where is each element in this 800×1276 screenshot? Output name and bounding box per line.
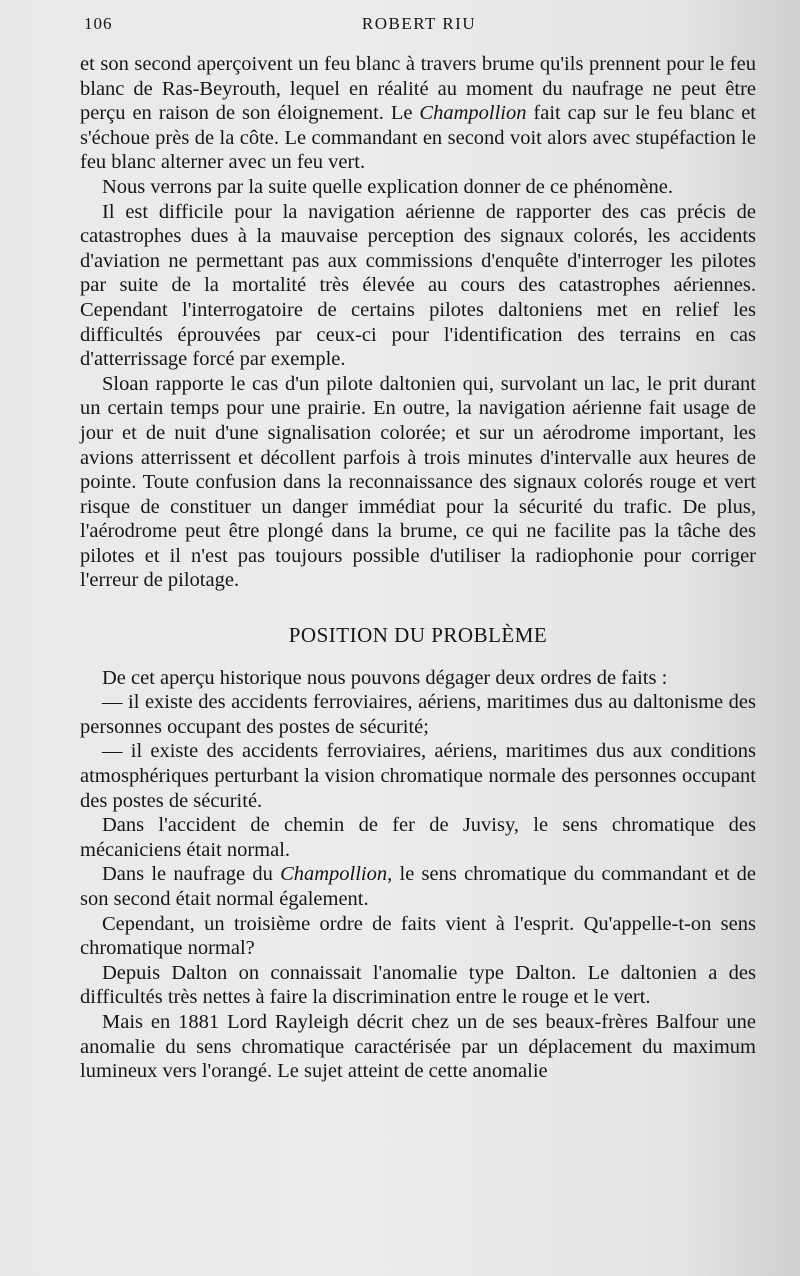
ship-name: Champollion xyxy=(280,863,388,886)
page-header xyxy=(84,14,754,38)
ship-name: Champollion xyxy=(419,102,527,125)
paragraph: Sloan rapporte le cas d'un pilote daltonien qui, survolant un lac, le prit durant un certain temps pour une prairie. En outre, la navigation aérienne fait usage de jour et de nuit d'une signalisation colorée; et sur un aérodrome important, les avions atterrissent et décollent parfois à trois minutes d'intervalle aux heures de pointe. Toute confusion dans la reconnaissance des signaux colorés rouge et vert risque de constituer un danger immédiat pour la sécurité du trafic. De plus, l'aérodrome peut être plongé dans la brume, ce qui ne facilite pas la tâche des pilotes et il n'est pas toujours possible d'utiliser la radiophonie pour corriger l'erreur de pilotage. xyxy=(80,372,756,592)
paragraph: Nous verrons par la suite quelle explication donner de ce phénomène. xyxy=(102,175,673,198)
page-number: 106 xyxy=(84,14,113,33)
paragraph: Dans l'accident de chemin de fer de Juvisy, le sens chromatique des mécaniciens était normal. xyxy=(80,814,756,861)
section-heading: POSITION DU PROBLÈME xyxy=(288,623,548,648)
list-item: — il existe des accidents ferroviaires, aériens, maritimes dus au daltonisme des personnes occupant des postes de sécurité; xyxy=(80,691,756,738)
list-item: — il existe des accidents ferroviaires, aériens, maritimes dus aux conditions atmosphériques perturbant la vision chromatique normale des personnes occupant des postes de sécurité. xyxy=(80,740,756,812)
paragraph-continuation: et son second aperçoivent un feu blanc à travers brume qu'ils prennent pour le feu blanc de Ras-Beyrouth, lequel en réalité au moment du naufrage ne peut être perçu en raison de son éloignement. Le Champollion fait cap sur le feu blanc et s'échoue près de la côte. Le commandant en second voit alors avec stupéfaction le feu blanc alterner avec un feu vert. xyxy=(80,53,756,174)
paragraph: Depuis Dalton on connaissait l'anomalie type Dalton. Le daltonien a des difficultés très nettes à faire la discrimination entre le rouge et le vert. xyxy=(80,961,756,1009)
paragraph: Dans le naufrage du Champollion, le sens chromatique du commandant et de son second était normal également. xyxy=(80,863,756,910)
paragraph: Il est difficile pour la navigation aérienne de rapporter des cas précis de catastrophes dues à la mauvaise perception des signaux colorés, les accidents d'aviation ne permettant pas aux commissions d'enquête d'interroger les pilotes par suite de la mortalité très élevée au cours des catastrophes aériennes. Cependant l'interrogatoire de certains pilotes daltoniens met en relief les difficultés éprouvées par ceux-ci pour l'identification des terrains en cas d'atterrissage forcé par exemple. xyxy=(80,200,756,371)
running-head: ROBERT RIU xyxy=(361,14,477,33)
paragraph: Mais en 1881 Lord Rayleigh décrit chez un de ses beaux-frères Balfour une anomalie du sens chromatique caractérisée par un déplacement du maximum lumineux vers l'orangé. Le sujet atteint de cette anomalie xyxy=(80,1010,756,1083)
paragraph: Cependant, un troisième ordre de faits vient à l'esprit. Qu'appelle-t-on sens chromatique normal? xyxy=(80,912,756,960)
page-body xyxy=(80,52,756,1084)
paragraph: De cet aperçu historique nous pouvons dégager deux ordres de faits : xyxy=(102,666,668,689)
